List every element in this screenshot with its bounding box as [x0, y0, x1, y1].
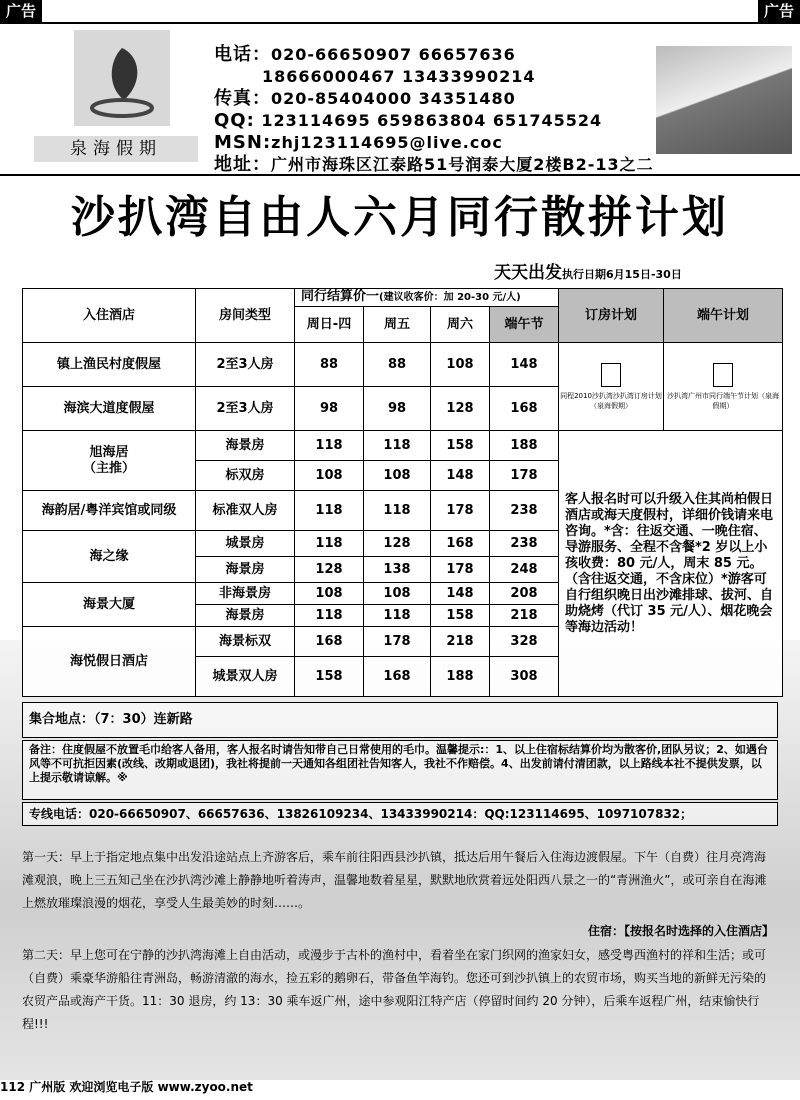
fax: 020-85404000 34351480 [271, 89, 516, 108]
price-cell: 328 [490, 627, 559, 657]
room-cell: 城景双人房 [196, 657, 295, 697]
footer: 112 广州版 欢迎浏览电子版 www.zyoo.net [0, 1080, 253, 1094]
side-notes: 客人报名时可以升级入住其尚柏假日酒店或海天度假村，详细价钱请来电咨询。*含：往返交通、一晚住宿、导游服务、全程不含餐*2 岁以上小孩收费：80 元/人，周末 85 元。（含往返交通，不含床位）*游客可自行组织晚日出沙滩排球、拔河、自助烧烤（代订 35 元/人）、烟花晚会等海边活动！ [559, 431, 783, 697]
price-cell: 208 [490, 583, 559, 605]
logo [74, 30, 170, 126]
room-cell: 非海景房 [196, 583, 295, 605]
price-note: (建议收客价：加 20-30 元/人) [379, 292, 521, 303]
itinerary-day1: 第一天：早上于指定地点集中出发沿途站点上齐游客后，乘车前往阳西县沙扒镇，抵达后用午餐后入住海边渡假屋。下午（自费）往月亮湾海滩观浪，晚上三五知己坐在沙扒湾沙滩上静静地听着涛声，温馨地数着星星，默默地欣赏着远处阳西八景之一的“青洲渔火”，或可亲自在海滩上燃放璀璨浪漫的烟花，享受人生最美妙的时刻……。 [22, 850, 767, 910]
price-cell: 98 [364, 387, 431, 431]
room-cell: 2至3人房 [196, 343, 295, 387]
document-icon [713, 363, 733, 387]
tel-2: 18666000467 13433990214 [262, 67, 536, 86]
page-title: 沙扒湾自由人六月同行散拼计划 [71, 192, 729, 243]
price-cell: 178 [364, 627, 431, 657]
price-cell: 168 [295, 627, 364, 657]
room-header: 房间类型 [196, 289, 295, 343]
day-header: 周五 [364, 307, 431, 343]
price-cell: 118 [295, 491, 364, 531]
price-cell: 188 [490, 431, 559, 461]
hotel-cell: 镇上渔民村度假屋 [23, 343, 196, 387]
price-cell: 108 [295, 461, 364, 491]
price-cell: 128 [295, 557, 364, 583]
address: 广州市海珠区江泰路51号润泰大厦2楼B2-13之二 [271, 155, 654, 174]
meeting-point: 集合地点：（7：30）连新路 [22, 702, 778, 738]
price-cell: 108 [295, 583, 364, 605]
price-cell: 118 [295, 605, 364, 627]
price-cell: 118 [364, 605, 431, 627]
order-header: 订房计划 [559, 289, 664, 343]
price-cell: 168 [490, 387, 559, 431]
hotel-header: 入住酒店 [23, 289, 196, 343]
fax-label: 传真： [214, 88, 271, 109]
room-cell: 海景房 [196, 431, 295, 461]
price-cell: 218 [490, 605, 559, 627]
day-header: 周日-四 [295, 307, 364, 343]
price-cell: 108 [364, 461, 431, 491]
plan-header: 端午计划 [664, 289, 783, 343]
price-cell: 178 [431, 491, 490, 531]
addr-label: 地址： [214, 154, 271, 175]
price-cell: 238 [490, 491, 559, 531]
plan-doc-label: 沙扒湾广州市同行端午节计划（泉海假期） [667, 391, 779, 410]
price-cell: 158 [295, 657, 364, 697]
hotel-cell: 海悦假日酒店 [23, 627, 196, 697]
price-cell: 238 [490, 531, 559, 557]
price-cell: 118 [364, 431, 431, 461]
order-doc[interactable] [559, 343, 664, 431]
price-cell: 118 [295, 431, 364, 461]
day-header: 周六 [431, 307, 490, 343]
ad-label-right: 广告 [758, 0, 800, 22]
subtitle [494, 258, 682, 283]
price-header [295, 289, 559, 307]
room-cell: 海景标双 [196, 627, 295, 657]
contact-block [214, 44, 654, 176]
price-cell: 108 [364, 583, 431, 605]
order-doc-label: 同程2010沙扒湾沙扒湾订房计划（泉海假期） [560, 391, 662, 410]
price-cell: 148 [431, 461, 490, 491]
beach-photo [656, 46, 792, 154]
price-cell: 128 [364, 531, 431, 557]
price-cell: 168 [431, 531, 490, 557]
room-cell: 城景房 [196, 531, 295, 557]
tel-1: 020-66650907 66657636 [271, 45, 516, 64]
daily-label: 天天出发 [494, 263, 562, 283]
price-cell: 88 [364, 343, 431, 387]
brand-name: 泉海假期 [34, 136, 198, 162]
hotel-cell: 海滨大道度假屋 [23, 387, 196, 431]
schedule: 执行日期6月15日-30日 [562, 268, 682, 281]
hotel-cell: 海韵居/粤洋宾馆或同级 [23, 491, 196, 531]
qq: 123114695 659863804 651745524 [261, 111, 603, 130]
price-cell: 178 [490, 461, 559, 491]
price-cell: 218 [431, 627, 490, 657]
price-label: 同行结算价一 [301, 289, 380, 304]
msn-label: MSN: [214, 132, 272, 153]
document-icon [601, 363, 621, 387]
price-cell: 178 [431, 557, 490, 583]
stay-note: 住宿：【按报名时选择的入住酒店】 [587, 924, 774, 938]
price-cell: 108 [431, 343, 490, 387]
price-cell: 148 [490, 343, 559, 387]
plan-doc[interactable] [664, 343, 783, 431]
price-cell: 248 [490, 557, 559, 583]
price-cell: 118 [295, 531, 364, 557]
itinerary-day2: 第二天：早上您可在宁静的沙扒湾海滩上自由活动，或漫步于古朴的渔村中，看着坐在家门织网的渔家妇女，感受粤西渔村的祥和生活；或可（自费）乘豪华游船往青洲岛，畅游清澈的海水，捡五彩的鹅卵石，带备鱼竿海钓。您还可到沙扒镇上的农贸市场，购买当地的新鲜无污染的农贸产品或海产干货。11：30 退房，约 13：30 乘车返广州，途中参观阳江特产店（停留时间约 20 分钟），后乘车返程广州，结束愉快行程!!! [22, 948, 767, 1031]
price-cell: 188 [431, 657, 490, 697]
price-cell: 118 [364, 491, 431, 531]
hotline: 专线电话：020-66650907、66657636、13826109234、13433990214：QQ:123114695、1097107832； [22, 802, 778, 826]
price-cell: 128 [431, 387, 490, 431]
price-cell: 148 [431, 583, 490, 605]
room-cell: 标双房 [196, 461, 295, 491]
ad-label-left: 广告 [0, 0, 42, 22]
price-cell: 168 [364, 657, 431, 697]
hotel-cell: 海景大厦 [23, 583, 196, 627]
leaf-icon [74, 30, 170, 126]
hotel-cell: 海之缘 [23, 531, 196, 583]
price-cell: 308 [490, 657, 559, 697]
price-cell: 158 [431, 431, 490, 461]
room-cell: 海景房 [196, 605, 295, 627]
remarks: 备注：住度假屋不放置毛巾给客人备用，客人报名时请告知带自己日常使用的毛巾。温馨提示:：1、以上住宿标结算价均为散客价,团队另议；2、如遇台风等不可抗拒因素(改线、改期或退团)，我社将提前一天通知各组团社告知客人，我社不作赔偿。4、出发前请付清团款，以上路线本社不提供发票，以上提示敬请谅解。※ [22, 740, 778, 800]
room-cell: 2至3人房 [196, 387, 295, 431]
hotel-cell: 旭海居 （主推） [23, 431, 196, 491]
tel-label: 电话： [214, 44, 271, 65]
room-cell: 标准双人房 [196, 491, 295, 531]
price-cell: 138 [364, 557, 431, 583]
header [0, 24, 800, 176]
price-cell: 88 [295, 343, 364, 387]
room-cell: 海景房 [196, 557, 295, 583]
msn: zhj123114695@live.coc [271, 133, 503, 152]
qq-label: QQ: [214, 110, 255, 131]
day-header: 端午节 [490, 307, 559, 343]
price-cell: 158 [431, 605, 490, 627]
price-cell: 98 [295, 387, 364, 431]
price-table [22, 288, 783, 697]
